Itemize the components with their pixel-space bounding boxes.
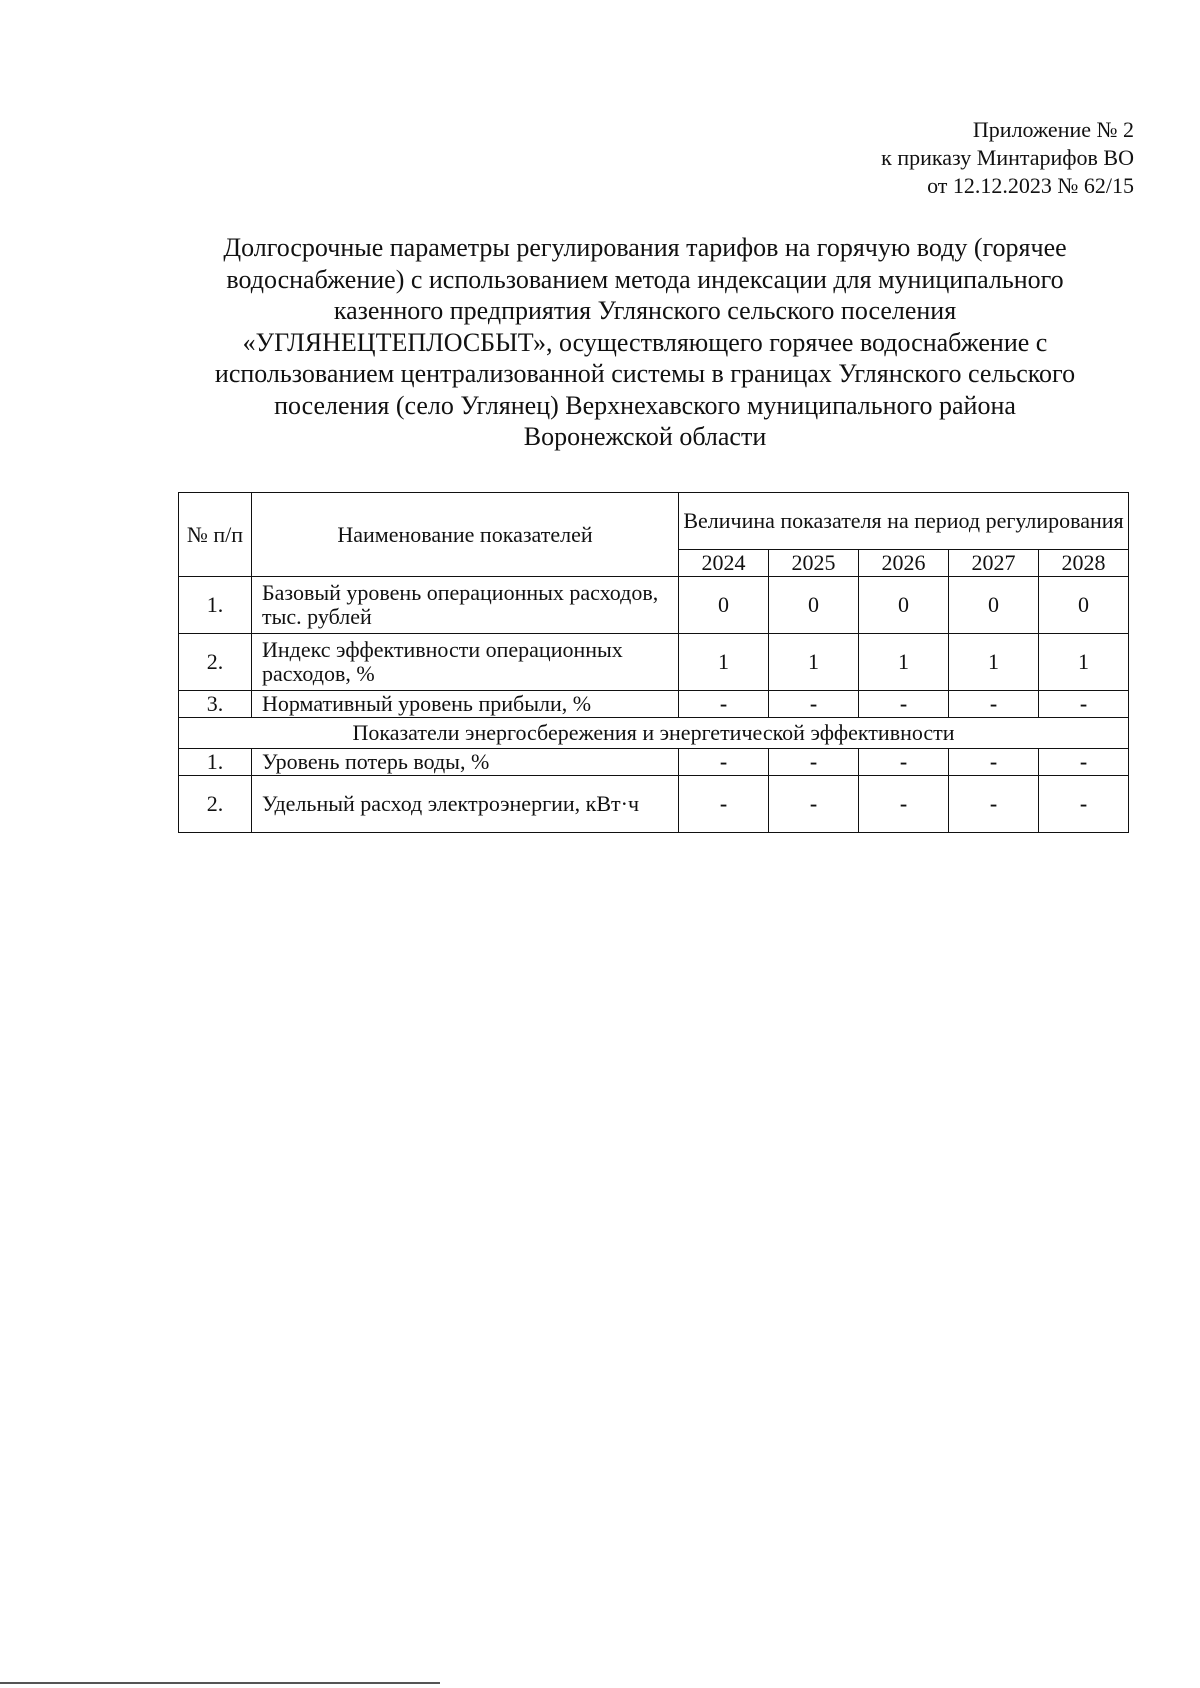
appendix-order-date: от 12.12.2023 № 62/15: [927, 173, 1134, 198]
row-value: 1: [949, 634, 1039, 691]
title-line: водоснабжение) с использованием метода индексации для муниципального: [226, 264, 1064, 294]
row-value: -: [1039, 691, 1129, 718]
header-year: 2027: [949, 550, 1039, 577]
row-indicator-name: Уровень потерь воды, %: [252, 749, 679, 776]
row-value: 0: [949, 577, 1039, 634]
header-year: 2025: [769, 550, 859, 577]
title-line: Воронежской области: [523, 422, 767, 451]
title-line: поселения (село Углянец) Верхнехавского муниципального района: [274, 390, 1016, 420]
table-row: [179, 634, 1129, 691]
row-indicator-name: Нормативный уровень прибыли, %: [252, 691, 679, 718]
row-value: -: [949, 749, 1039, 776]
row-number: 2.: [179, 634, 252, 691]
row-value: -: [859, 749, 949, 776]
title-line: казенного предприятия Углянского сельского поселения: [333, 296, 957, 325]
title-line: «УГЛЯНЕЦТЕПЛОСБЫТ», осуществляющего горячее водоснабжение с: [242, 327, 1048, 357]
row-value: -: [679, 749, 769, 776]
row-value: -: [1039, 776, 1129, 833]
row-value: 0: [679, 577, 769, 634]
table-row: [179, 691, 1129, 718]
table-header-row: [179, 493, 1129, 550]
header-indicator-name: Наименование показателей: [252, 493, 679, 577]
document-title: [160, 232, 1130, 453]
row-value: -: [949, 776, 1039, 833]
header-number: № п/п: [179, 493, 252, 577]
header-year: 2026: [859, 550, 949, 577]
row-value: -: [859, 691, 949, 718]
row-value: 0: [769, 577, 859, 634]
appendix-number: Приложение № 2: [972, 117, 1134, 142]
row-indicator-name: Индекс эффективности операционных расходов, %: [252, 634, 679, 691]
row-value: -: [769, 776, 859, 833]
row-number: 1.: [179, 749, 252, 776]
title-line: Долгосрочные параметры регулирования тарифов на горячую воду (горячее: [223, 233, 1067, 262]
row-number: 1.: [179, 577, 252, 634]
row-value: -: [949, 691, 1039, 718]
row-value: 0: [859, 577, 949, 634]
row-value: -: [679, 776, 769, 833]
row-number: 3.: [179, 691, 252, 718]
table-row: [179, 577, 1129, 634]
row-indicator-name: Удельный расход электроэнергии, кВт·ч: [252, 776, 679, 833]
footer-scan-rule: [0, 1682, 440, 1684]
header-year: 2028: [1039, 550, 1129, 577]
appendix-header: [881, 116, 1134, 200]
table-section-row: [179, 718, 1129, 749]
table-row: [179, 749, 1129, 776]
appendix-order-reference: к приказу Минтарифов ВО: [881, 145, 1134, 170]
header-period: Величина показателя на период регулирования: [679, 493, 1129, 550]
header-year: 2024: [679, 550, 769, 577]
row-value: 0: [1039, 577, 1129, 634]
row-value: -: [769, 691, 859, 718]
row-value: 1: [1039, 634, 1129, 691]
row-value: -: [769, 749, 859, 776]
row-value: 1: [859, 634, 949, 691]
row-indicator-name: Базовый уровень операционных расходов, тыс. рублей: [252, 577, 679, 634]
parameters-table: [178, 492, 1129, 833]
row-value: 1: [769, 634, 859, 691]
table-row: [179, 776, 1129, 833]
row-value: -: [859, 776, 949, 833]
section-title: Показатели энергосбережения и энергетической эффективности: [179, 718, 1129, 749]
row-value: -: [1039, 749, 1129, 776]
title-line: использованием централизованной системы в границах Углянского сельского: [214, 359, 1076, 388]
row-value: 1: [679, 634, 769, 691]
row-number: 2.: [179, 776, 252, 833]
row-value: -: [679, 691, 769, 718]
